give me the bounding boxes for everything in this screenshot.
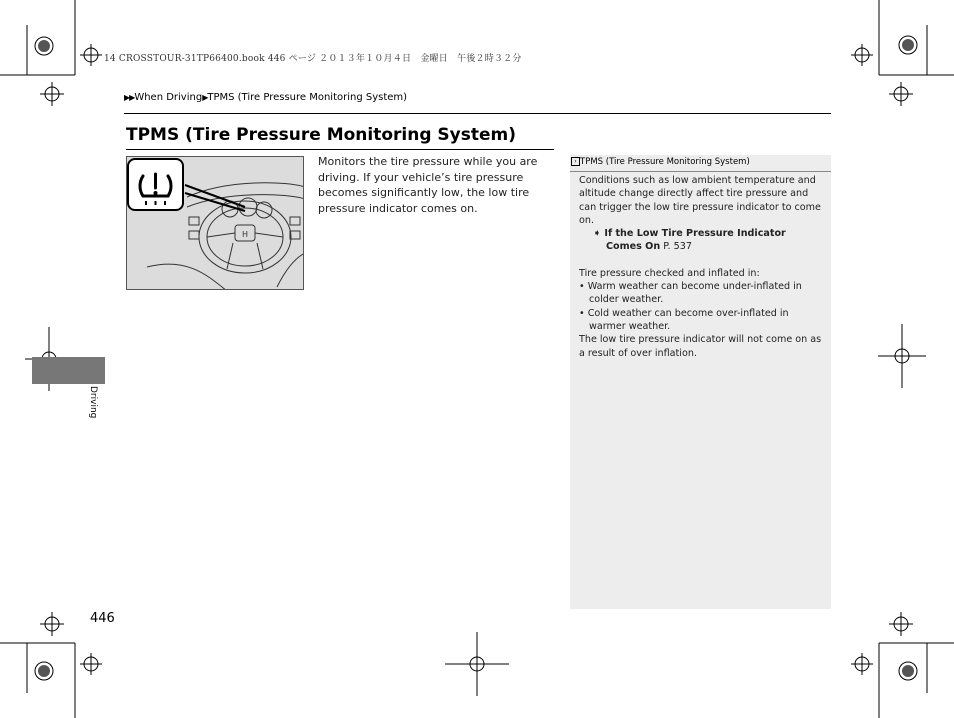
low-tire-pressure-icon bbox=[129, 160, 182, 209]
note-rule bbox=[570, 171, 831, 172]
body-paragraph: Monitors the tire pressure while you are driving. If your vehicle’s tire pressure becomes significantly low, the low tire pressure indicator comes on. bbox=[318, 155, 538, 215]
note-paragraph-1: Conditions such as low ambient temperature and altitude change directly affect tire pressure and can trigger the low tire pressure indicator to come on. bbox=[579, 175, 821, 226]
note-paragraph-2: Tire pressure checked and inflated in: bbox=[579, 267, 760, 279]
list-item: • Cold weather can become over-inflated in warmer weather. bbox=[579, 307, 789, 332]
reference-title: If the Low Tire Pressure Indicator Comes On bbox=[604, 228, 786, 253]
breadcrumb-arrows: ▶▶ bbox=[124, 93, 135, 102]
breadcrumb-separator: ▶ bbox=[202, 93, 208, 102]
note-icon: › bbox=[571, 157, 580, 166]
svg-text:H: H bbox=[241, 230, 249, 239]
note-paragraph-3: The low tire pressure indicator will not come on as a result of over inflation. bbox=[579, 334, 822, 359]
section-tab-label: Driving bbox=[88, 386, 98, 419]
cross-reference-link[interactable] bbox=[593, 227, 824, 254]
tpms-indicator-callout bbox=[127, 158, 184, 211]
section-tab[interactable] bbox=[32, 357, 105, 384]
list-item-text: Cold weather can become over-inflated in warmer weather. bbox=[587, 307, 789, 332]
note-heading bbox=[570, 155, 831, 170]
breadcrumb bbox=[124, 92, 407, 103]
page-number: 446 bbox=[90, 611, 115, 626]
breadcrumb-level2[interactable]: TPMS (Tire Pressure Monitoring System) bbox=[207, 92, 408, 103]
list-item-text: Warm weather can become under-inflated in colder weather. bbox=[587, 281, 802, 306]
list-item: • Warm weather can become under-inflated in colder weather. bbox=[579, 281, 802, 306]
breadcrumb-level1[interactable]: When Driving bbox=[134, 92, 203, 103]
note-heading-text: TPMS (Tire Pressure Monitoring System) bbox=[580, 157, 750, 167]
print-header: 14 CROSSTOUR-31TP66400.book 446 ページ ２０１３年１０月４日 金曜日 午後２時３２分 bbox=[104, 54, 522, 64]
page-title: TPMS (Tire Pressure Monitoring System) bbox=[126, 125, 517, 145]
note-body bbox=[579, 174, 824, 360]
title-rule bbox=[126, 149, 554, 150]
reference-page: P. 537 bbox=[663, 241, 692, 253]
reference-arrow-icon: ➧ bbox=[593, 228, 605, 240]
header-rule bbox=[124, 113, 831, 114]
